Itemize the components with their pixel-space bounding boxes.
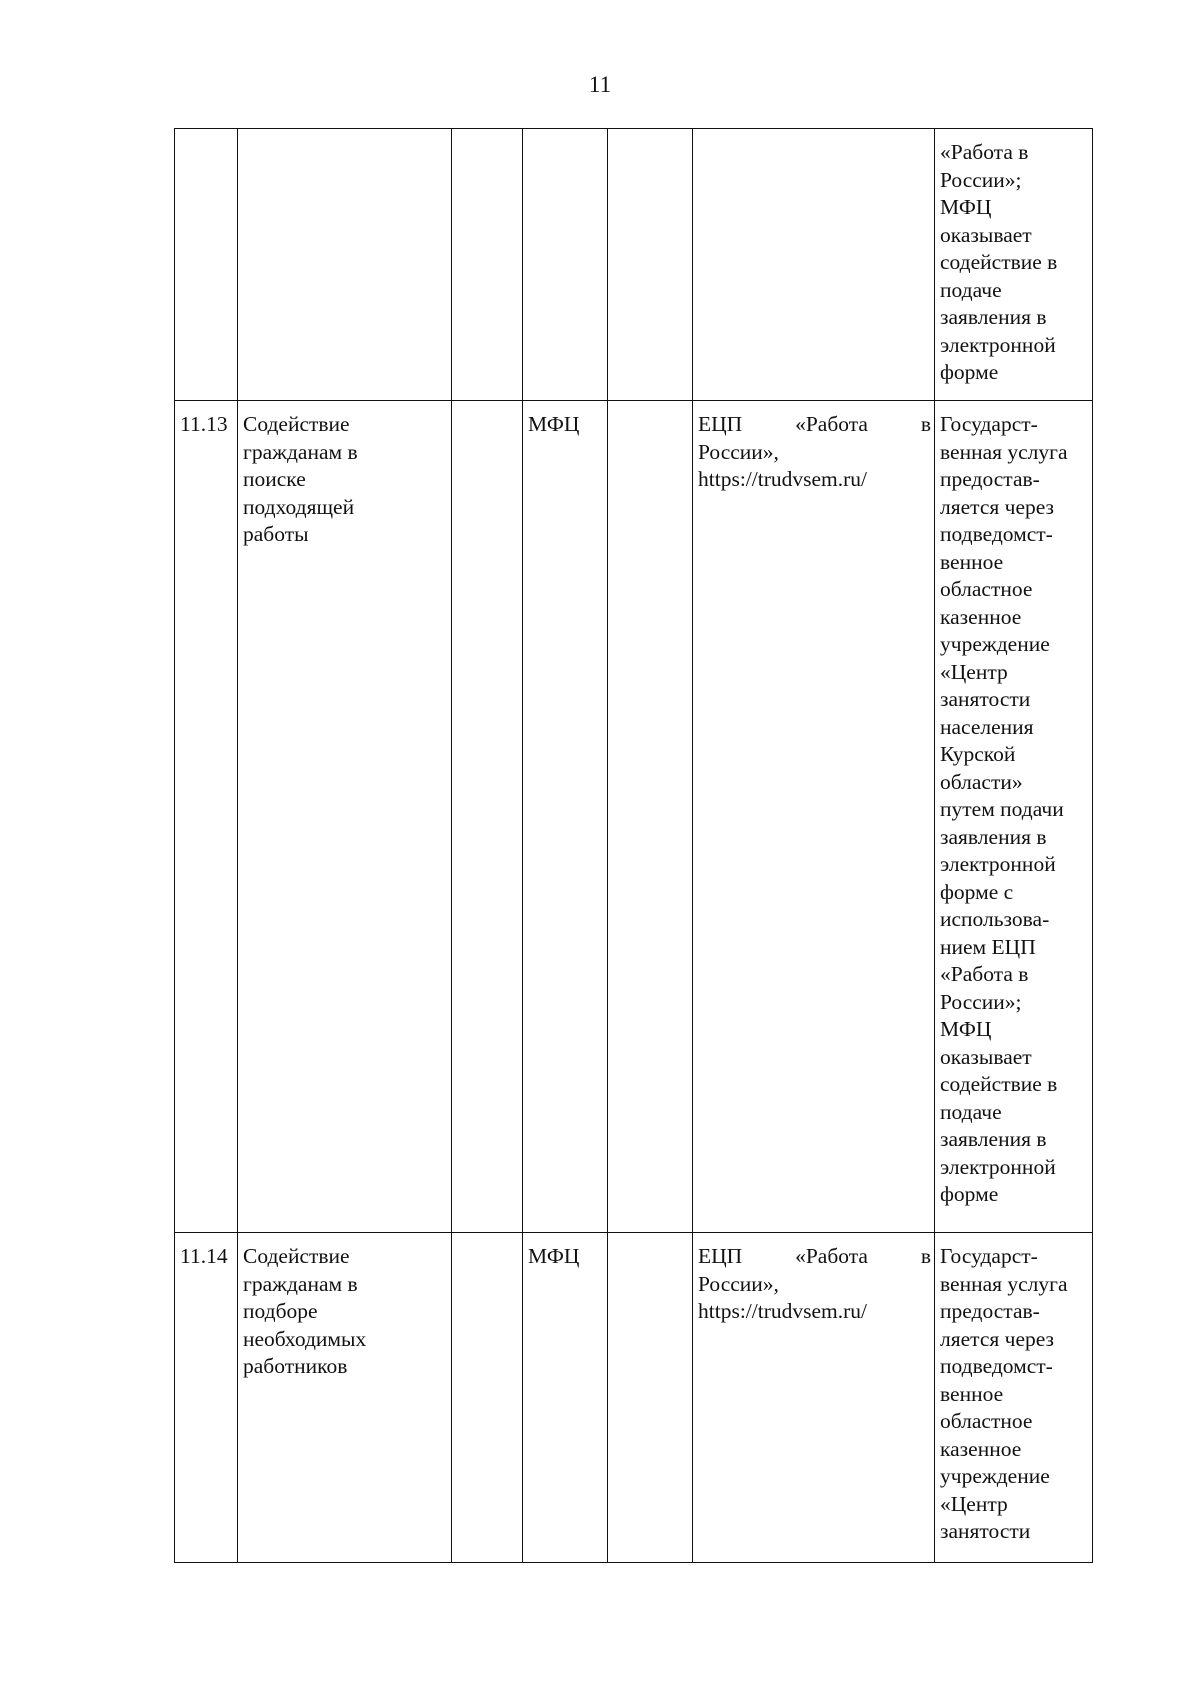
service-name-line: Содействие xyxy=(243,1244,350,1268)
notes-line: «Центр xyxy=(940,1491,1008,1516)
service-name-line: поиске xyxy=(243,467,306,491)
notes-line: заявления в xyxy=(940,824,1047,849)
row-number-cell: 11.14 xyxy=(175,1233,238,1563)
empty-cell xyxy=(608,129,693,401)
notes-line: форме xyxy=(940,1182,999,1206)
ecp-line xyxy=(698,1243,931,1271)
organization-cell: МФЦ xyxy=(523,1233,608,1563)
empty-cell xyxy=(452,129,523,401)
notes-line: «Работа в xyxy=(940,140,1029,164)
notes-line: ляется через xyxy=(940,494,1055,519)
ecp-cell xyxy=(693,401,935,1233)
empty-cell xyxy=(452,1233,523,1563)
ecp-line: России», xyxy=(698,439,779,464)
notes-line: занятости xyxy=(940,1519,1031,1543)
service-name-cell xyxy=(238,401,452,1233)
table-row xyxy=(175,1233,1093,1563)
notes-line: областное xyxy=(940,577,1033,601)
service-name-line: гражданам в xyxy=(243,1271,358,1296)
notes-line: МФЦ xyxy=(940,1017,992,1041)
empty-cell xyxy=(608,1233,693,1563)
row-number-cell xyxy=(175,129,238,401)
service-name-line: работников xyxy=(243,1354,348,1378)
service-name-cell xyxy=(238,1233,452,1563)
notes-line: России»; xyxy=(940,167,1022,192)
notes-line: оказывает xyxy=(940,222,1032,247)
service-name-cell xyxy=(238,129,452,401)
notes-line: Курской xyxy=(940,742,1016,766)
notes-line: учреждение xyxy=(940,1464,1050,1488)
notes-line: венное xyxy=(940,549,1004,574)
notes-line: ляется через xyxy=(940,1326,1055,1351)
notes-line: казенное xyxy=(940,604,1022,629)
ecp-line: России», xyxy=(698,1271,779,1296)
notes-line: подаче xyxy=(940,277,1002,302)
ecp-url: https://trudvsem.ru/ xyxy=(698,1299,868,1323)
notes-line: «Центр xyxy=(940,659,1008,684)
notes-line: области» xyxy=(940,769,1023,794)
notes-line: заявления в xyxy=(940,1127,1047,1151)
service-name-line: необходимых xyxy=(243,1326,367,1351)
ecp-word: «Работа xyxy=(795,412,868,436)
page-number: 11 xyxy=(588,72,612,97)
notes-line: населения xyxy=(940,714,1034,739)
services-table xyxy=(174,128,1093,1563)
notes-line: подведомст- xyxy=(940,1354,1053,1378)
notes-line: венное xyxy=(940,1381,1004,1406)
row-number-cell: 11.13 xyxy=(175,401,238,1233)
notes-line: занятости xyxy=(940,687,1031,711)
ecp-word: ЕЦП xyxy=(698,1244,743,1268)
notes-line: форме с xyxy=(940,879,1014,904)
table-row xyxy=(175,401,1093,1233)
notes-line: венная услуга xyxy=(940,439,1068,464)
notes-line: форме xyxy=(940,360,999,384)
notes-line: содействие в xyxy=(940,250,1058,274)
notes-cell xyxy=(935,129,1093,401)
empty-cell xyxy=(608,401,693,1233)
notes-line: путем подачи xyxy=(940,797,1064,821)
notes-cell xyxy=(935,1233,1093,1563)
organization-cell: МФЦ xyxy=(523,401,608,1233)
notes-cell xyxy=(935,401,1093,1233)
notes-line: использова- xyxy=(940,907,1050,931)
ecp-word: в xyxy=(920,1244,931,1268)
notes-line: венная услуга xyxy=(940,1271,1068,1296)
notes-line: России»; xyxy=(940,989,1022,1014)
notes-line: электронной xyxy=(940,852,1056,876)
notes-line: нием ЕЦП xyxy=(940,934,1036,959)
notes-line: учреждение xyxy=(940,632,1050,656)
notes-line: Государст- xyxy=(940,412,1038,436)
service-name-line: подборе xyxy=(243,1299,318,1323)
service-name-line: работы xyxy=(243,522,309,546)
ecp-word: ЕЦП xyxy=(698,412,743,436)
notes-line: областное xyxy=(940,1409,1033,1433)
service-name-line: гражданам в xyxy=(243,439,358,464)
ecp-word: «Работа xyxy=(795,1244,868,1268)
notes-line: подведомст- xyxy=(940,522,1053,546)
notes-line: предостав- xyxy=(940,1299,1040,1323)
notes-line: подаче xyxy=(940,1099,1002,1124)
empty-cell xyxy=(452,401,523,1233)
service-name-line: подходящей xyxy=(243,494,355,519)
service-name-line: Содействие xyxy=(243,412,350,436)
notes-line: оказывает xyxy=(940,1044,1032,1069)
notes-line: содействие в xyxy=(940,1072,1058,1096)
notes-line: МФЦ xyxy=(940,195,992,219)
notes-line: предостав- xyxy=(940,467,1040,491)
organization-cell xyxy=(523,129,608,401)
ecp-word: в xyxy=(920,412,931,436)
notes-line: Государст- xyxy=(940,1244,1038,1268)
notes-line: электронной xyxy=(940,1154,1056,1179)
ecp-url: https://trudvsem.ru/ xyxy=(698,467,868,491)
notes-line: заявления в xyxy=(940,305,1047,329)
notes-line: казенное xyxy=(940,1436,1022,1461)
notes-line: «Работа в xyxy=(940,962,1029,986)
ecp-cell xyxy=(693,1233,935,1563)
ecp-line xyxy=(698,411,931,439)
ecp-cell xyxy=(693,129,935,401)
table-row xyxy=(175,129,1093,401)
notes-line: электронной xyxy=(940,332,1056,357)
